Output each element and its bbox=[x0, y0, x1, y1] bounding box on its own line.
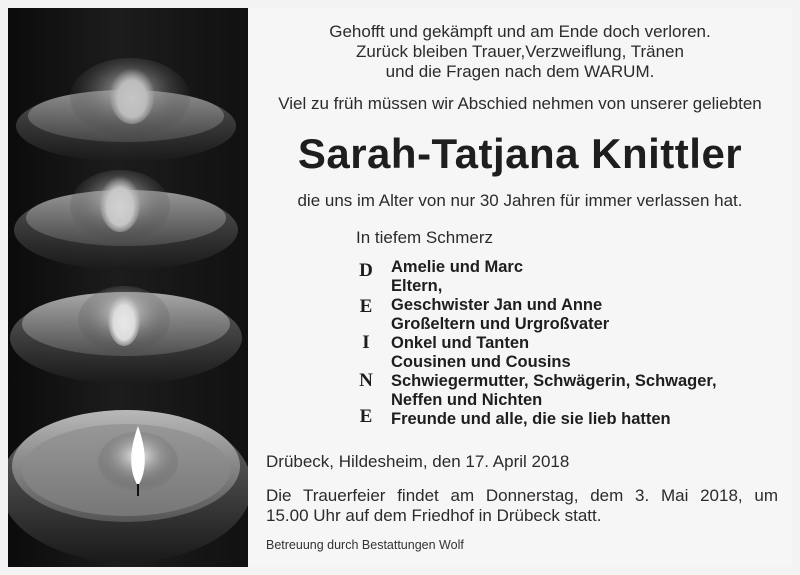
mourner-line: Eltern, bbox=[391, 277, 443, 295]
candle-3 bbox=[10, 286, 242, 384]
mourner-line: Freunde und alle, die sie lieb hatten bbox=[391, 410, 671, 428]
mourner-line: Großeltern und Urgroßvater bbox=[391, 315, 610, 333]
undertaker-line: Betreuung durch Bestattungen Wolf bbox=[266, 538, 464, 552]
mourner-line: Cousinen und Cousins bbox=[391, 353, 571, 371]
mourner-line: Schwiegermutter, Schwägerin, Schwager, bbox=[391, 372, 717, 390]
deine-letter-i: I bbox=[362, 332, 370, 353]
grief-line: In tiefem Schmerz bbox=[356, 228, 493, 247]
deine-letter-e: E bbox=[359, 296, 373, 317]
candle-2 bbox=[14, 170, 238, 270]
candle-1 bbox=[16, 58, 236, 162]
obituary-text bbox=[248, 8, 792, 567]
deine-letter-n: N bbox=[359, 370, 373, 391]
candles-image bbox=[8, 8, 248, 567]
candles-photo bbox=[8, 8, 248, 567]
ceremony-line-1: Die Trauerfeier findet am Donnerstag, dem 3. Mai 2018, um bbox=[266, 486, 778, 505]
mourner-line: Onkel und Tanten bbox=[391, 334, 530, 352]
poem-line-1: Gehofft und gekämpft und am Ende doch verloren. bbox=[329, 22, 711, 41]
mourner-line: Amelie und Marc bbox=[391, 258, 524, 276]
candle-4 bbox=[8, 410, 248, 562]
place-date: Drübeck, Hildesheim, den 17. April 2018 bbox=[266, 452, 570, 471]
deine-letter-d: D bbox=[359, 260, 373, 281]
ceremony-line-2: 15.00 Uhr auf dem Friedhof in Drübeck statt. bbox=[266, 506, 602, 525]
mourner-line: Geschwister Jan und Anne bbox=[391, 296, 603, 314]
age-line: die uns im Alter von nur 30 Jahren für immer verlassen hat. bbox=[297, 191, 743, 210]
intro-line: Viel zu früh müssen wir Abschied nehmen von unserer geliebten bbox=[278, 94, 762, 113]
mourner-line: Neffen und Nichten bbox=[391, 391, 543, 409]
poem-line-3: und die Fragen nach dem WARUM. bbox=[385, 62, 655, 81]
deine-letter-e2: E bbox=[359, 406, 373, 427]
poem-line-2: Zurück bleiben Trauer,Verzweiflung, Tränen bbox=[356, 42, 684, 61]
deceased-name: Sarah-Tatjana Knittler bbox=[297, 130, 743, 177]
